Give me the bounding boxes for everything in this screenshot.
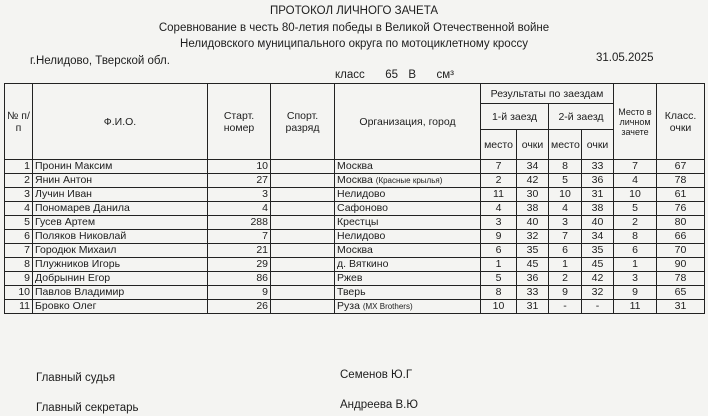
class-points: 78 bbox=[657, 174, 705, 188]
start-number: 29 bbox=[208, 258, 271, 272]
personal-place: 6 bbox=[614, 244, 657, 258]
header-heat-2: 2-й заезд bbox=[549, 104, 614, 130]
table-row bbox=[5, 174, 705, 188]
chief-secretary-label: Главный секретарь bbox=[36, 402, 139, 414]
chief-judge-label: Главный судья bbox=[36, 372, 116, 384]
header-personal-place: Место в личном зачете bbox=[614, 84, 657, 160]
heat1-place: 4 bbox=[481, 202, 517, 216]
table-row bbox=[5, 286, 705, 300]
protocol-subtitle-1: Соревнование в честь 80-летия победы в Великой Отечественной войне bbox=[158, 22, 550, 34]
athlete-name: Пронин Максим bbox=[33, 160, 208, 174]
heat1-points: 40 bbox=[517, 216, 549, 230]
header-heat2-place: место bbox=[549, 130, 582, 160]
table-row bbox=[5, 160, 705, 174]
athlete-name: Пономарев Данила bbox=[33, 202, 208, 216]
class-points: 61 bbox=[657, 188, 705, 202]
table-row bbox=[5, 244, 705, 258]
class-points: 65 bbox=[657, 286, 705, 300]
header-num: № п/п bbox=[5, 84, 33, 160]
org-name: Нелидово bbox=[337, 188, 386, 200]
row-number: 3 bbox=[5, 188, 33, 202]
sport-rank bbox=[271, 160, 335, 174]
heat2-points: 32 bbox=[582, 286, 614, 300]
heat2-place: 7 bbox=[549, 230, 582, 244]
class-points: 66 bbox=[657, 230, 705, 244]
heat1-place: 1 bbox=[481, 258, 517, 272]
sport-rank bbox=[271, 216, 335, 230]
header-name: Ф.И.О. bbox=[33, 84, 208, 160]
athlete-name: Гусев Артем bbox=[33, 216, 208, 230]
organization bbox=[335, 160, 481, 174]
row-number: 11 bbox=[5, 300, 33, 314]
start-number: 21 bbox=[208, 244, 271, 258]
heat1-points: 32 bbox=[517, 230, 549, 244]
class-points: 70 bbox=[657, 244, 705, 258]
heat2-points: 40 bbox=[582, 216, 614, 230]
heat1-place: 2 bbox=[481, 174, 517, 188]
class-points: 78 bbox=[657, 272, 705, 286]
class-value: 65 bbox=[385, 69, 398, 81]
heat2-points: 36 bbox=[582, 174, 614, 188]
event-place: г.Нелидово, Тверской обл. bbox=[30, 55, 170, 67]
org-note: (Красные крылья) bbox=[375, 176, 443, 185]
athlete-name: Лучин Иван bbox=[33, 188, 208, 202]
results-table bbox=[4, 83, 705, 314]
sport-rank bbox=[271, 272, 335, 286]
organization bbox=[335, 230, 481, 244]
row-number: 8 bbox=[5, 258, 33, 272]
heat2-points: - bbox=[582, 300, 614, 314]
heat1-points: 36 bbox=[517, 272, 549, 286]
start-number: 288 bbox=[208, 216, 271, 230]
heat1-points: 33 bbox=[517, 286, 549, 300]
table-row bbox=[5, 216, 705, 230]
heat2-place: - bbox=[549, 300, 582, 314]
personal-place: 7 bbox=[614, 160, 657, 174]
sport-rank bbox=[271, 244, 335, 258]
org-name: Тверь bbox=[337, 286, 366, 298]
athlete-name: Павлов Владимир bbox=[33, 286, 208, 300]
protocol-title: ПРОТОКОЛ ЛИЧНОГО ЗАЧЕТА bbox=[269, 5, 439, 17]
personal-place: 2 bbox=[614, 216, 657, 230]
table-row bbox=[5, 188, 705, 202]
heat1-place: 11 bbox=[481, 188, 517, 202]
class-label: класс bbox=[335, 69, 365, 81]
class-unit: см³ bbox=[436, 69, 454, 81]
sport-rank bbox=[271, 286, 335, 300]
start-number: 86 bbox=[208, 272, 271, 286]
row-number: 1 bbox=[5, 160, 33, 174]
heat2-place: 1 bbox=[549, 258, 582, 272]
heat1-place: 5 bbox=[481, 272, 517, 286]
event-date: 31.05.2025 bbox=[596, 52, 654, 64]
organization bbox=[335, 216, 481, 230]
heat2-place: 9 bbox=[549, 286, 582, 300]
header-results: Результаты по заездам bbox=[481, 84, 614, 104]
start-number: 27 bbox=[208, 174, 271, 188]
org-name: Москва bbox=[337, 244, 373, 256]
row-number: 2 bbox=[5, 174, 33, 188]
sport-rank bbox=[271, 188, 335, 202]
start-number: 9 bbox=[208, 286, 271, 300]
heat2-place: 3 bbox=[549, 216, 582, 230]
protocol-subtitle-2: Нелидовского муниципального округа по мотоциклетному кроссу bbox=[180, 38, 528, 50]
start-number: 26 bbox=[208, 300, 271, 314]
start-number: 10 bbox=[208, 160, 271, 174]
heat1-points: 38 bbox=[517, 202, 549, 216]
sport-rank bbox=[271, 174, 335, 188]
athlete-name: Плужников Игорь bbox=[33, 258, 208, 272]
table-row bbox=[5, 272, 705, 286]
heat1-points: 45 bbox=[517, 258, 549, 272]
row-number: 9 bbox=[5, 272, 33, 286]
organization bbox=[335, 188, 481, 202]
header-sport-rank: Спорт. разряд bbox=[271, 84, 335, 160]
start-number: 4 bbox=[208, 202, 271, 216]
row-number: 7 bbox=[5, 244, 33, 258]
athlete-name: Бровко Олег bbox=[33, 300, 208, 314]
sport-rank bbox=[271, 202, 335, 216]
heat2-points: 33 bbox=[582, 160, 614, 174]
header-class-points: Класс. очки bbox=[657, 84, 705, 160]
header-start-number: Старт. номер bbox=[208, 84, 271, 160]
heat2-points: 35 bbox=[582, 244, 614, 258]
class-points: 67 bbox=[657, 160, 705, 174]
personal-place: 5 bbox=[614, 202, 657, 216]
org-name: Ржев bbox=[337, 272, 363, 284]
heat1-points: 35 bbox=[517, 244, 549, 258]
org-name: Москва bbox=[337, 160, 373, 172]
heat1-points: 31 bbox=[517, 300, 549, 314]
chief-judge-name: Семенов Ю.Г bbox=[340, 369, 413, 381]
heat2-place: 8 bbox=[549, 160, 582, 174]
heat2-points: 31 bbox=[582, 188, 614, 202]
table-row bbox=[5, 230, 705, 244]
heat2-points: 42 bbox=[582, 272, 614, 286]
heat2-place: 10 bbox=[549, 188, 582, 202]
table-row bbox=[5, 258, 705, 272]
sport-rank bbox=[271, 300, 335, 314]
organization bbox=[335, 300, 481, 314]
class-points: 76 bbox=[657, 202, 705, 216]
organization bbox=[335, 272, 481, 286]
org-name: Крестцы bbox=[337, 216, 379, 228]
heat1-place: 7 bbox=[481, 160, 517, 174]
heat2-points: 45 bbox=[582, 258, 614, 272]
sport-rank bbox=[271, 258, 335, 272]
heat2-points: 34 bbox=[582, 230, 614, 244]
header-heat-1: 1-й заезд bbox=[481, 104, 549, 130]
header-heat1-points: очки bbox=[517, 130, 549, 160]
class-points: 31 bbox=[657, 300, 705, 314]
class-letter: В bbox=[408, 69, 417, 81]
row-number: 5 bbox=[5, 216, 33, 230]
heat2-points: 38 bbox=[582, 202, 614, 216]
athlete-name: Городюк Михаил bbox=[33, 244, 208, 258]
personal-place: 11 bbox=[614, 300, 657, 314]
org-name: Москва bbox=[337, 174, 373, 186]
sport-rank bbox=[271, 230, 335, 244]
header-organization: Организация, город bbox=[335, 84, 481, 160]
heat1-points: 30 bbox=[517, 188, 549, 202]
athlete-name: Поляков Никовлай bbox=[33, 230, 208, 244]
heat1-place: 6 bbox=[481, 244, 517, 258]
personal-place: 4 bbox=[614, 174, 657, 188]
heat1-points: 42 bbox=[517, 174, 549, 188]
organization bbox=[335, 174, 481, 188]
row-number: 6 bbox=[5, 230, 33, 244]
table-row bbox=[5, 202, 705, 216]
org-name: д. Вяткино bbox=[337, 258, 389, 270]
personal-place: 9 bbox=[614, 286, 657, 300]
heat2-place: 6 bbox=[549, 244, 582, 258]
heat1-place: 10 bbox=[481, 300, 517, 314]
heat2-place: 4 bbox=[549, 202, 582, 216]
organization bbox=[335, 286, 481, 300]
class-points: 90 bbox=[657, 258, 705, 272]
table-row bbox=[5, 300, 705, 314]
org-name: Руза bbox=[337, 300, 360, 312]
org-name: Сафоново bbox=[337, 202, 388, 214]
header-heat2-points: очки bbox=[582, 130, 614, 160]
organization bbox=[335, 258, 481, 272]
heat1-place: 3 bbox=[481, 216, 517, 230]
personal-place: 10 bbox=[614, 188, 657, 202]
heat1-place: 9 bbox=[481, 230, 517, 244]
org-name: Нелидово bbox=[337, 230, 386, 242]
class-points: 80 bbox=[657, 216, 705, 230]
header-heat1-place: место bbox=[481, 130, 517, 160]
organization bbox=[335, 244, 481, 258]
class-line bbox=[335, 69, 454, 81]
start-number: 7 bbox=[208, 230, 271, 244]
chief-secretary-name: Андреева В.Ю bbox=[340, 399, 418, 411]
personal-place: 3 bbox=[614, 272, 657, 286]
personal-place: 8 bbox=[614, 230, 657, 244]
row-number: 10 bbox=[5, 286, 33, 300]
organization bbox=[335, 202, 481, 216]
personal-place: 1 bbox=[614, 258, 657, 272]
heat1-place: 8 bbox=[481, 286, 517, 300]
org-note: (MX Brothers) bbox=[362, 302, 413, 311]
heat2-place: 2 bbox=[549, 272, 582, 286]
athlete-name: Добрынин Егор bbox=[33, 272, 208, 286]
heat2-place: 5 bbox=[549, 174, 582, 188]
row-number: 4 bbox=[5, 202, 33, 216]
start-number: 3 bbox=[208, 188, 271, 202]
athlete-name: Янин Антон bbox=[33, 174, 208, 188]
heat1-points: 34 bbox=[517, 160, 549, 174]
